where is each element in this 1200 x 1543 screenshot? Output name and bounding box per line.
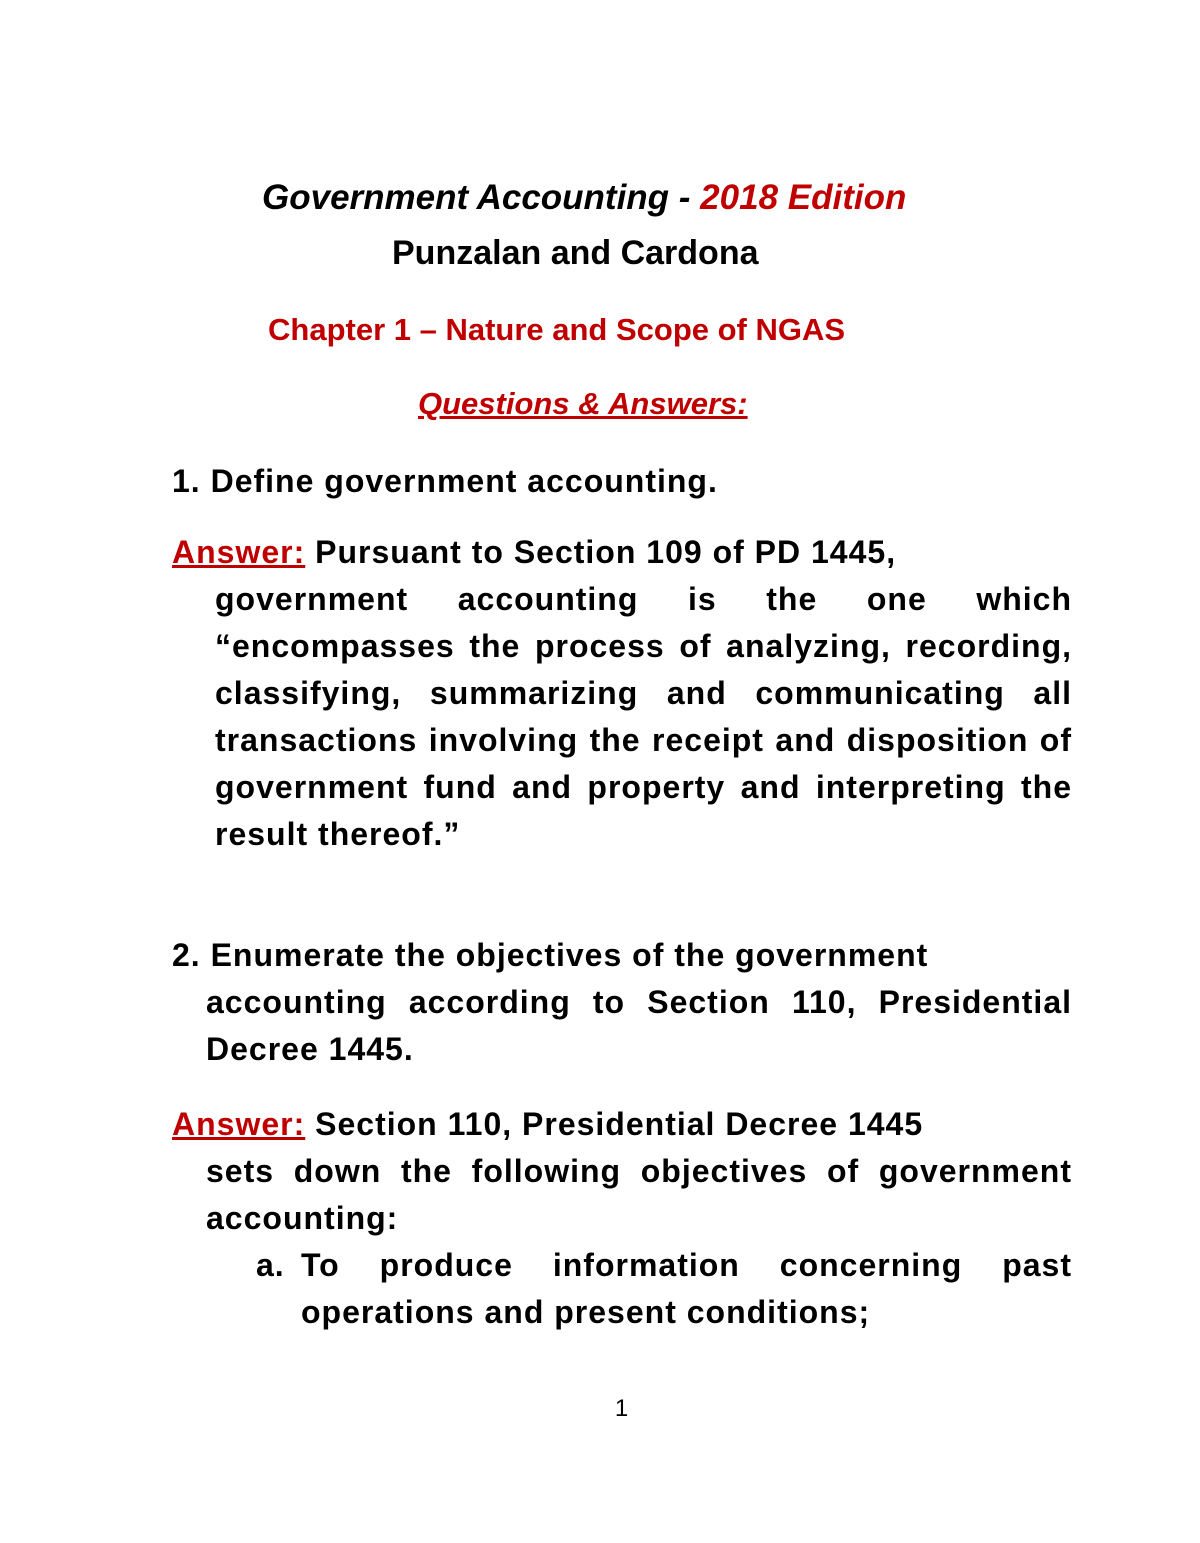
- question-2: [172, 932, 1072, 1073]
- answer-1-first-line: Pursuant to Section 109 of PD 1445,: [305, 534, 897, 570]
- answer-label: Answer:: [172, 534, 306, 570]
- list-item-text: To produce information concerning past operations and present conditions;: [301, 1247, 1072, 1330]
- document-title: [262, 178, 1082, 218]
- answer-2-first-line: Section 110, Presidential Decree 1445: [305, 1106, 924, 1142]
- question-2-body: accounting according to Section 110, Presidential Decree 1445.: [206, 984, 1072, 1067]
- chapter-heading: Chapter 1 – Nature and Scope of NGAS: [268, 312, 846, 347]
- title-main: Government Accounting -: [262, 178, 701, 217]
- list-item-marker: a.: [256, 1247, 285, 1283]
- answer-label: Answer:: [172, 1106, 306, 1142]
- qa-heading: Questions & Answers:: [418, 386, 748, 421]
- question-1: 1. Define government accounting.: [172, 463, 718, 499]
- question-2-first-line: 2. Enumerate the objectives of the government: [172, 937, 929, 973]
- authors: Punzalan and Cardona: [392, 234, 759, 272]
- list-item: [256, 1242, 1072, 1336]
- answer-1-body: government accounting is the one which “encompasses the process of analyzing, recording, classifying, summarizing and communicating all transactions involving the receipt and disposition of government fund and property and interpreting the result thereof.”: [215, 581, 1072, 852]
- answer-1: [172, 529, 1072, 858]
- title-edition: 2018 Edition: [700, 178, 907, 217]
- answer-2-body: sets down the following objectives of government accounting:: [206, 1153, 1072, 1236]
- page-number: 1: [614, 1395, 629, 1422]
- answer-2: [172, 1101, 1072, 1242]
